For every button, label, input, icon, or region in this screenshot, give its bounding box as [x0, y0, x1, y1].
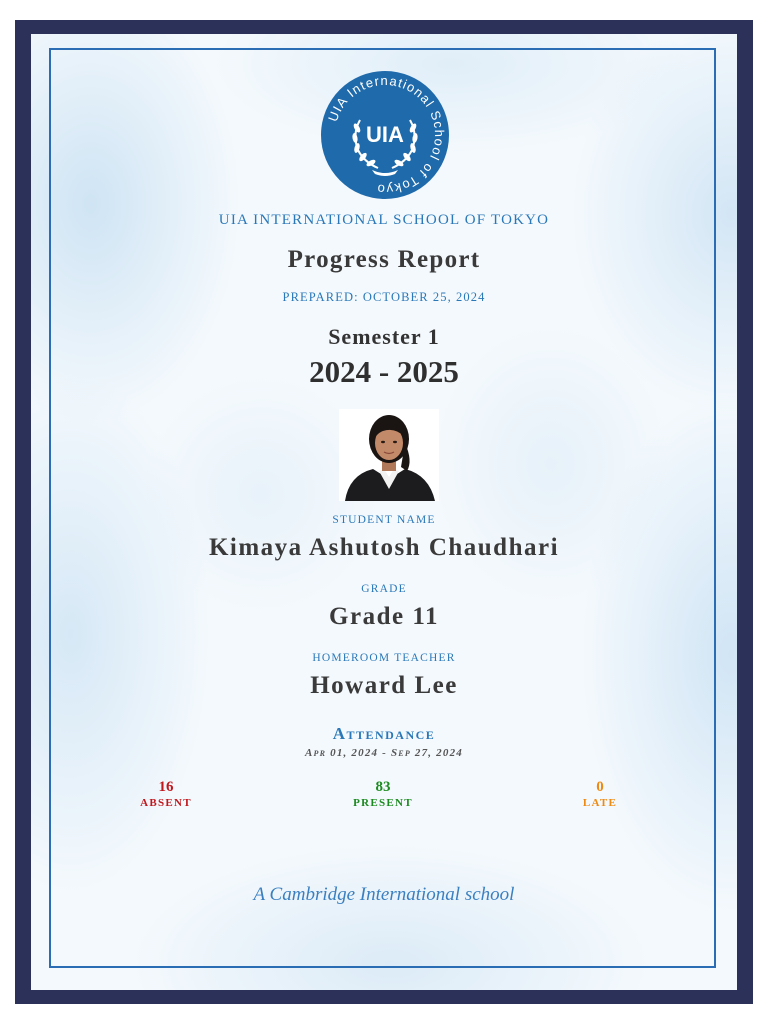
late-label: LATE — [582, 797, 618, 809]
student-name: Kimaya Ashutosh Chaudhari — [208, 534, 560, 561]
absent-label: ABSENT — [140, 797, 192, 809]
attendance-absent — [106, 779, 226, 809]
absent-count: 16 — [158, 779, 174, 795]
logo-ring-text: UIA International School of Tokyo — [325, 72, 448, 198]
footer-tagline: A Cambridge International school — [253, 884, 515, 905]
report-title: Progress Report — [287, 246, 481, 273]
student-name-label: STUDENT NAME — [332, 514, 436, 526]
school-logo-seal — [320, 70, 450, 200]
present-count: 83 — [375, 779, 391, 795]
present-label: PRESENT — [353, 797, 413, 809]
logo-center-text: UIA — [366, 122, 404, 147]
homeroom-teacher-label: HOMEROOM TEACHER — [312, 652, 456, 664]
attendance-late — [540, 779, 660, 809]
grade-label: GRADE — [361, 583, 407, 595]
attendance-present — [323, 779, 443, 809]
student-photo — [339, 409, 439, 501]
grade-value: Grade 11 — [329, 603, 439, 630]
school-name: UIA INTERNATIONAL SCHOOL OF TOKYO — [218, 212, 550, 228]
attendance-title: Attendance — [332, 724, 436, 743]
attendance-date-range: Apr 01, 2024 - Sep 27, 2024 — [305, 747, 463, 759]
homeroom-teacher: Howard Lee — [310, 672, 458, 699]
academic-year: 2024 - 2025 — [309, 354, 459, 389]
prepared-date: PREPARED: OCTOBER 25, 2024 — [282, 290, 486, 304]
late-count: 0 — [596, 779, 604, 795]
student-portrait-icon — [339, 409, 439, 501]
semester: Semester 1 — [328, 324, 440, 349]
